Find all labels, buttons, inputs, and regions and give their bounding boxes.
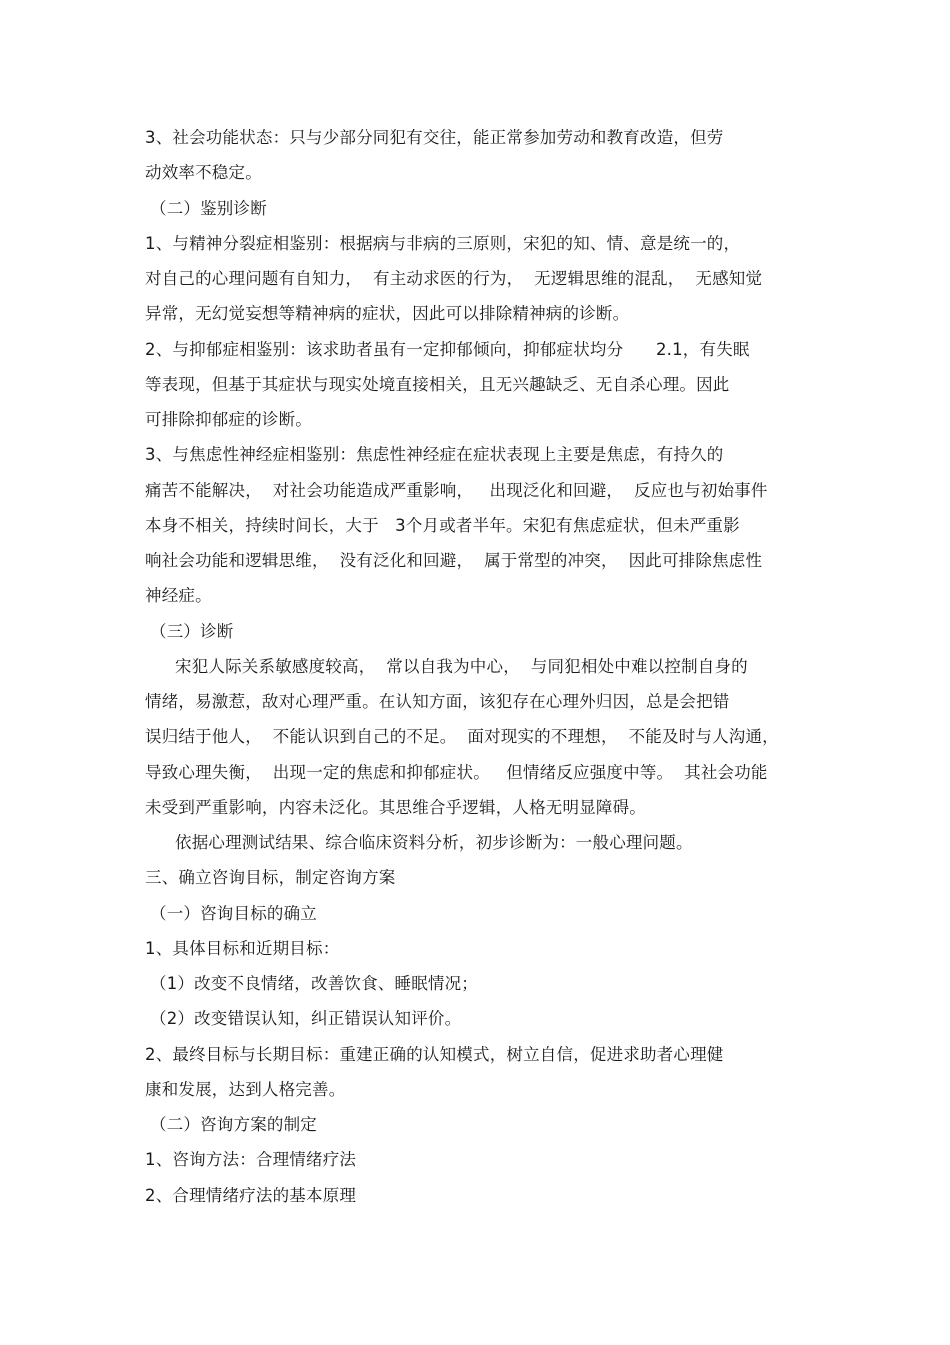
list-item: （1）改变不良情绪，改善饮食、睡眠情况； — [150, 974, 478, 993]
list-item: （2）改变错误认知，纠正错误认知评价。 — [150, 1009, 462, 1028]
text-line: 2、与抑郁症相鉴别：该求助者虽有一定抑郁倾向，抑郁症状均分 2.1，有失眠 — [145, 340, 750, 359]
text-line: 1、与精神分裂症相鉴别：根据病与非病的三原则，宋犯的知、情、意是统一的， — [145, 234, 741, 253]
text-line: 2、最终目标与长期目标：重建正确的认知模式，树立自信，促进求助者心理健 — [145, 1045, 724, 1064]
section-heading: （一）咨询目标的确立 — [150, 904, 317, 923]
text-line: 响社会功能和逻辑思维， 没有泛化和回避， 属于常型的冲突， 因此可排除焦虑性 — [145, 551, 763, 570]
text-line: 异常，无幻觉妄想等精神病的症状，因此可以排除精神病的诊断。 — [145, 304, 630, 323]
text-line: 可排除抑郁症的诊断。 — [145, 410, 312, 429]
text-line: 误归结于他人， 不能认识到自己的不足。 面对现实的不理想， 不能及时与人沟通， — [145, 727, 779, 746]
text-line: 未受到严重影响，内容未泛化。其思维合乎逻辑，人格无明显障碍。 — [145, 798, 646, 817]
text-line: 动效率不稳定。 — [145, 163, 262, 182]
text-line: 等表现，但基于其症状与现实处境直接相关，且无兴趣缺乏、无自杀心理。因此 — [145, 375, 730, 394]
text-line: 本身不相关，持续时间长，大于 3个月或者半年。宋犯有焦虑症状，但未严重影 — [145, 516, 740, 535]
text-line: 神经症。 — [145, 586, 212, 605]
text-line: 2、合理情绪疗法的基本原理 — [145, 1186, 357, 1205]
text-line: 康和发展，达到人格完善。 — [145, 1080, 346, 1099]
text-line: 3、社会功能状态：只与少部分同犯有交往，能正常参加劳动和教育改造，但劳 — [145, 128, 724, 147]
text-line: 3、与焦虑性神经症相鉴别：焦虑性神经症在症状表现上主要是焦虑，有持久的 — [145, 445, 724, 464]
text-line: 1、咨询方法：合理情绪疗法 — [145, 1150, 357, 1169]
section-heading: （二）鉴别诊断 — [150, 199, 267, 218]
text-line: 痛苦不能解决， 对社会功能造成严重影响， 出现泛化和回避， 反应也与初始事件 — [145, 481, 768, 500]
paragraph-first-line: 依据心理测试结果、综合临床资料分析，初步诊断为：一般心理问题。 — [175, 833, 693, 852]
section-heading: （二）咨询方案的制定 — [150, 1115, 317, 1134]
text-line: 导致心理失衡， 出现一定的焦虑和抑郁症状。 但情绪反应强度中等。 其社会功能 — [145, 763, 768, 782]
section-heading: 三、确立咨询目标，制定咨询方案 — [145, 868, 396, 887]
text-line: 1、具体目标和近期目标： — [145, 939, 340, 958]
section-heading: （三）诊断 — [150, 622, 234, 641]
text-line: 情绪，易激惹，敌对心理严重。在认知方面，该犯存在心理外归因，总是会把错 — [145, 692, 730, 711]
paragraph-first-line: 宋犯人际关系敏感度较高， 常以自我为中心， 与同犯相处中难以控制自身的 — [175, 657, 748, 676]
text-line: 对自己的心理问题有自知力， 有主动求医的行为， 无逻辑思维的混乱， 无感知觉 — [145, 269, 763, 288]
